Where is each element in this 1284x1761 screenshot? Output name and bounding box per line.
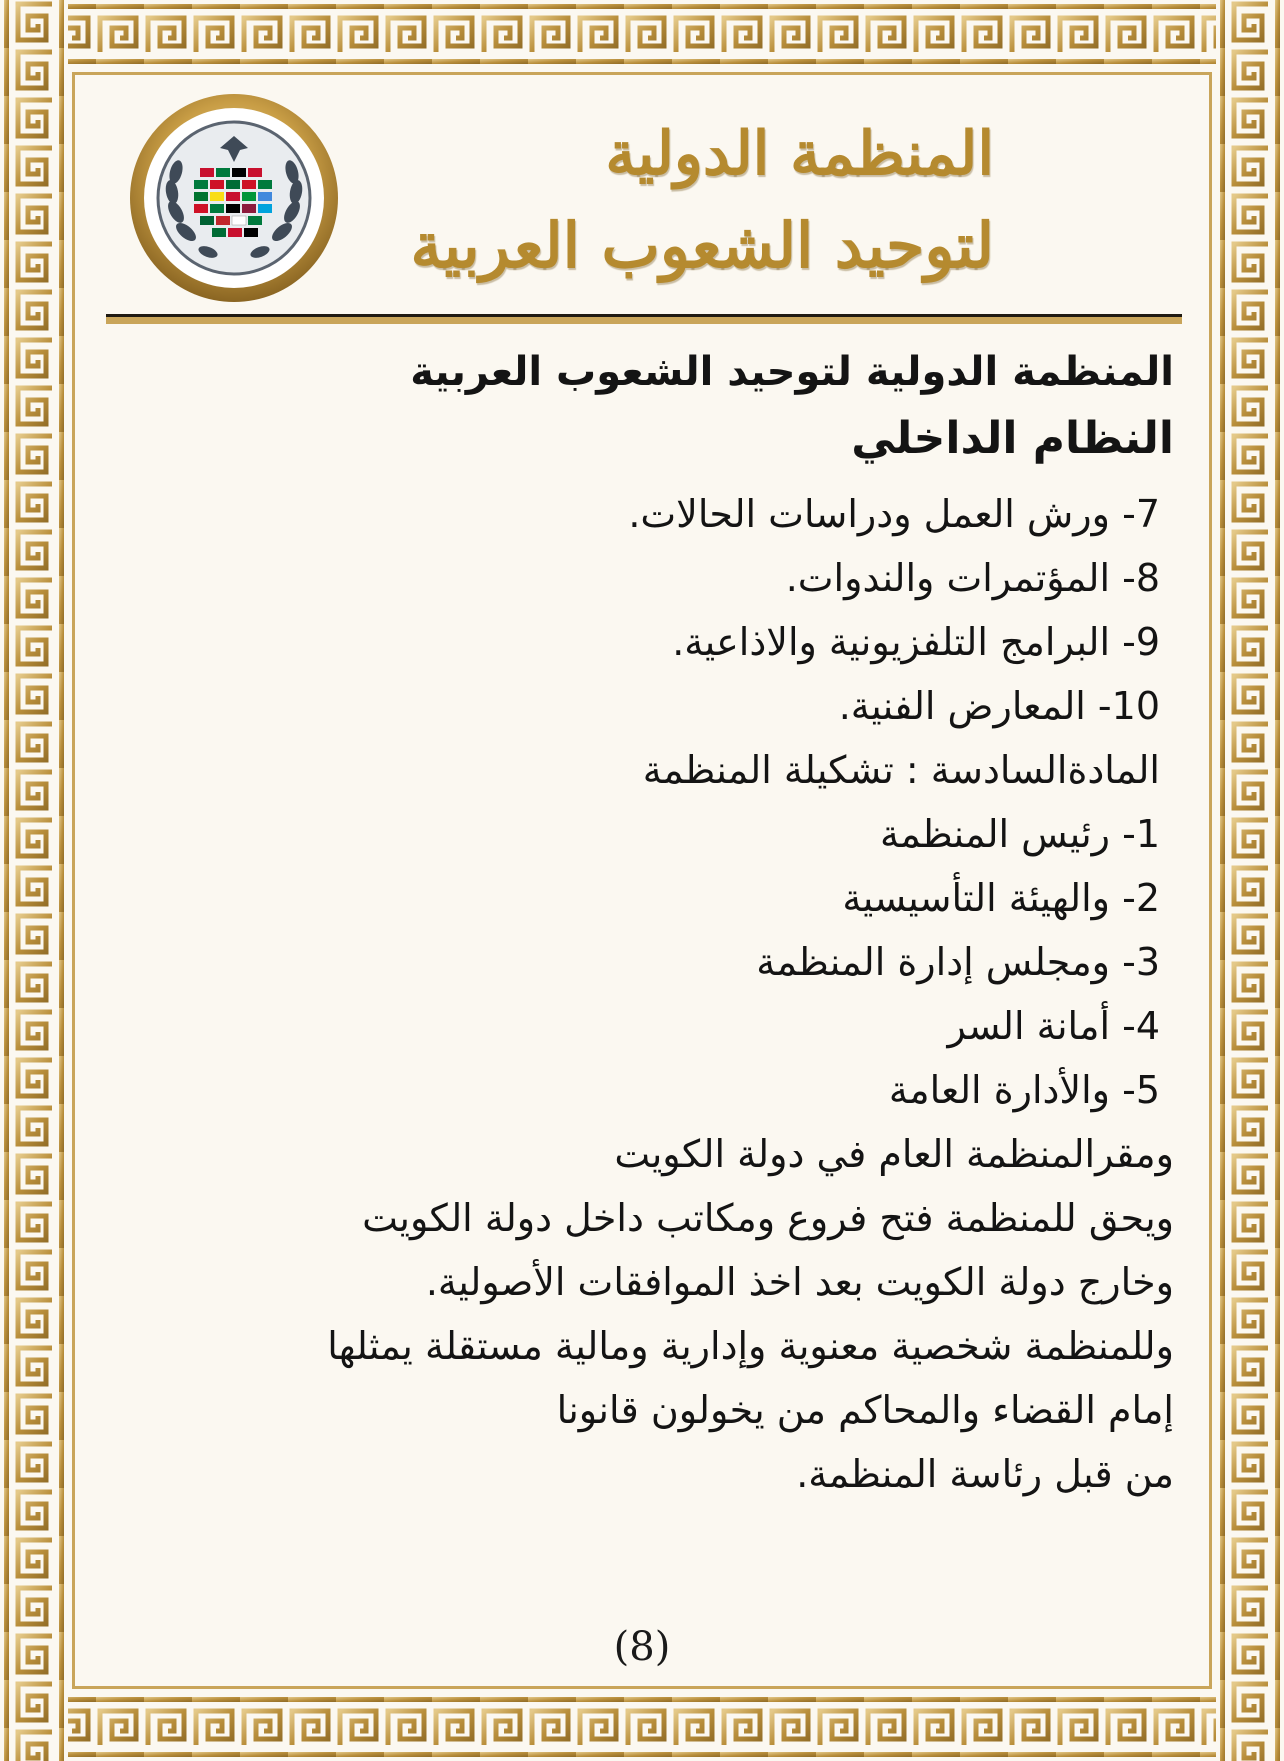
title-line-1: المنظمة الدولية	[605, 119, 994, 189]
header-divider	[106, 314, 1182, 324]
body-subheading: النظام الداخلي	[851, 413, 1174, 464]
greek-key-border-left	[0, 0, 68, 1761]
list-item: 7- ورش العمل ودراسات الحالات.	[628, 492, 1160, 536]
paragraph-line: وللمنظمة شخصية معنوية وإدارية ومالية مستقلة يمثلها	[327, 1324, 1174, 1368]
list-item: 8- المؤتمرات والندوات.	[785, 556, 1160, 600]
paragraph-line: ومقرالمنظمة العام في دولة الكويت	[614, 1132, 1174, 1176]
article-six-heading: المادةالسادسة : تشكيلة المنظمة	[642, 748, 1160, 792]
list-item: 4- أمانة السر	[947, 1004, 1160, 1048]
page-number: (8)	[613, 1624, 671, 1670]
list-item: 10- المعارض الفنية.	[838, 684, 1160, 728]
list-item: 2- والهيئة التأسيسية	[842, 876, 1160, 920]
paragraph-line: وخارج دولة الكويت بعد اخذ الموافقات الأصولية.	[425, 1260, 1174, 1304]
document-body	[140, 340, 1174, 1506]
greek-key-border-top	[0, 0, 1284, 68]
paragraph-line: من قبل رئاسة المنظمة.	[796, 1452, 1174, 1496]
greek-key-border-bottom	[0, 1693, 1284, 1761]
paragraph-line: ويحق للمنظمة فتح فروع ومكاتب داخل دولة الكويت	[362, 1196, 1174, 1240]
body-paragraph	[140, 1122, 1174, 1506]
list-item: 5- والأدارة العامة	[888, 1068, 1160, 1112]
organization-title	[294, 110, 994, 294]
list-item: 9- البرامج التلفزيونية والاذاعية.	[672, 620, 1160, 664]
list-item: 3- ومجلس إدارة المنظمة	[756, 940, 1160, 984]
items-list	[140, 482, 1174, 1122]
list-item: 1- رئيس المنظمة	[880, 812, 1160, 856]
greek-key-border-right	[1216, 0, 1284, 1761]
paragraph-line: إمام القضاء والمحاكم من يخولون قانونا	[556, 1388, 1174, 1432]
body-heading: المنظمة الدولية لتوحيد الشعوب العربية	[410, 349, 1174, 395]
title-line-2: لتوحيد الشعوب العربية	[410, 209, 994, 282]
